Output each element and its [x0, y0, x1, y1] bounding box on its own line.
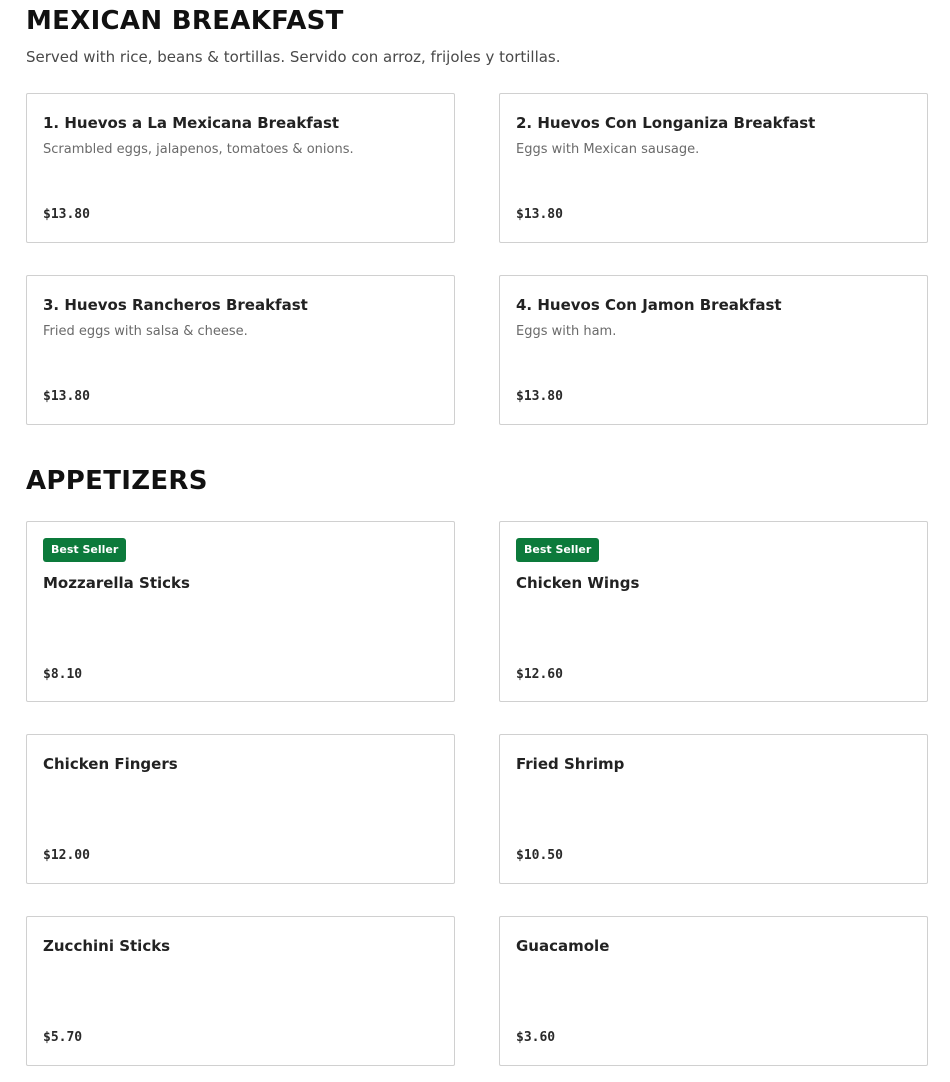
menu-item-price: $13.80 — [43, 207, 90, 222]
menu-item-description: Scrambled eggs, jalapenos, tomatoes & onions. — [43, 142, 354, 157]
menu-item-card[interactable] — [26, 275, 455, 425]
section-subtitle-mexican-breakfast: Served with rice, beans & tortillas. Servido con arroz, frijoles y tortillas. — [26, 48, 561, 66]
menu-item-name: Chicken Wings — [516, 574, 640, 592]
menu-item-price: $8.10 — [43, 667, 83, 682]
menu-item-price: $10.50 — [516, 848, 563, 863]
menu-item-name: Mozzarella Sticks — [43, 574, 190, 592]
menu-item-description: Fried eggs with salsa & cheese. — [43, 324, 248, 339]
menu-item-name: 3. Huevos Rancheros Breakfast — [43, 296, 308, 314]
menu-item-name: 2. Huevos Con Longaniza Breakfast — [516, 114, 816, 132]
menu-item-description: Eggs with Mexican sausage. — [516, 142, 700, 157]
menu-item-price: $12.60 — [516, 667, 563, 682]
menu-item-description: Eggs with ham. — [516, 324, 617, 339]
menu-item-price: $13.80 — [43, 389, 90, 404]
menu-item-card[interactable] — [26, 734, 455, 884]
menu-item-name: Guacamole — [516, 937, 610, 955]
menu-item-card[interactable] — [499, 916, 928, 1066]
menu-item-card[interactable] — [499, 734, 928, 884]
menu-item-card[interactable] — [499, 275, 928, 425]
menu-item-price: $12.00 — [43, 848, 90, 863]
menu-item-price: $13.80 — [516, 207, 563, 222]
menu-item-card[interactable] — [499, 521, 928, 702]
menu-item-card[interactable] — [26, 93, 455, 243]
menu-item-name: Zucchini Sticks — [43, 937, 171, 955]
best-seller-badge: Best Seller — [516, 538, 599, 562]
menu-item-card[interactable] — [26, 916, 455, 1066]
menu-item-name: Chicken Fingers — [43, 755, 178, 773]
section-title-appetizers: APPETIZERS — [26, 466, 208, 496]
menu-item-card[interactable] — [499, 93, 928, 243]
best-seller-badge: Best Seller — [43, 538, 126, 562]
menu-item-price: $13.80 — [516, 389, 563, 404]
menu-item-price: $3.60 — [516, 1030, 556, 1045]
menu-item-price: $5.70 — [43, 1030, 83, 1045]
section-title-mexican-breakfast: MEXICAN BREAKFAST — [26, 6, 344, 36]
menu-item-name: 1. Huevos a La Mexicana Breakfast — [43, 114, 340, 132]
menu-item-card[interactable] — [26, 521, 455, 702]
menu-item-name: Fried Shrimp — [516, 755, 625, 773]
menu-item-name: 4. Huevos Con Jamon Breakfast — [516, 296, 782, 314]
